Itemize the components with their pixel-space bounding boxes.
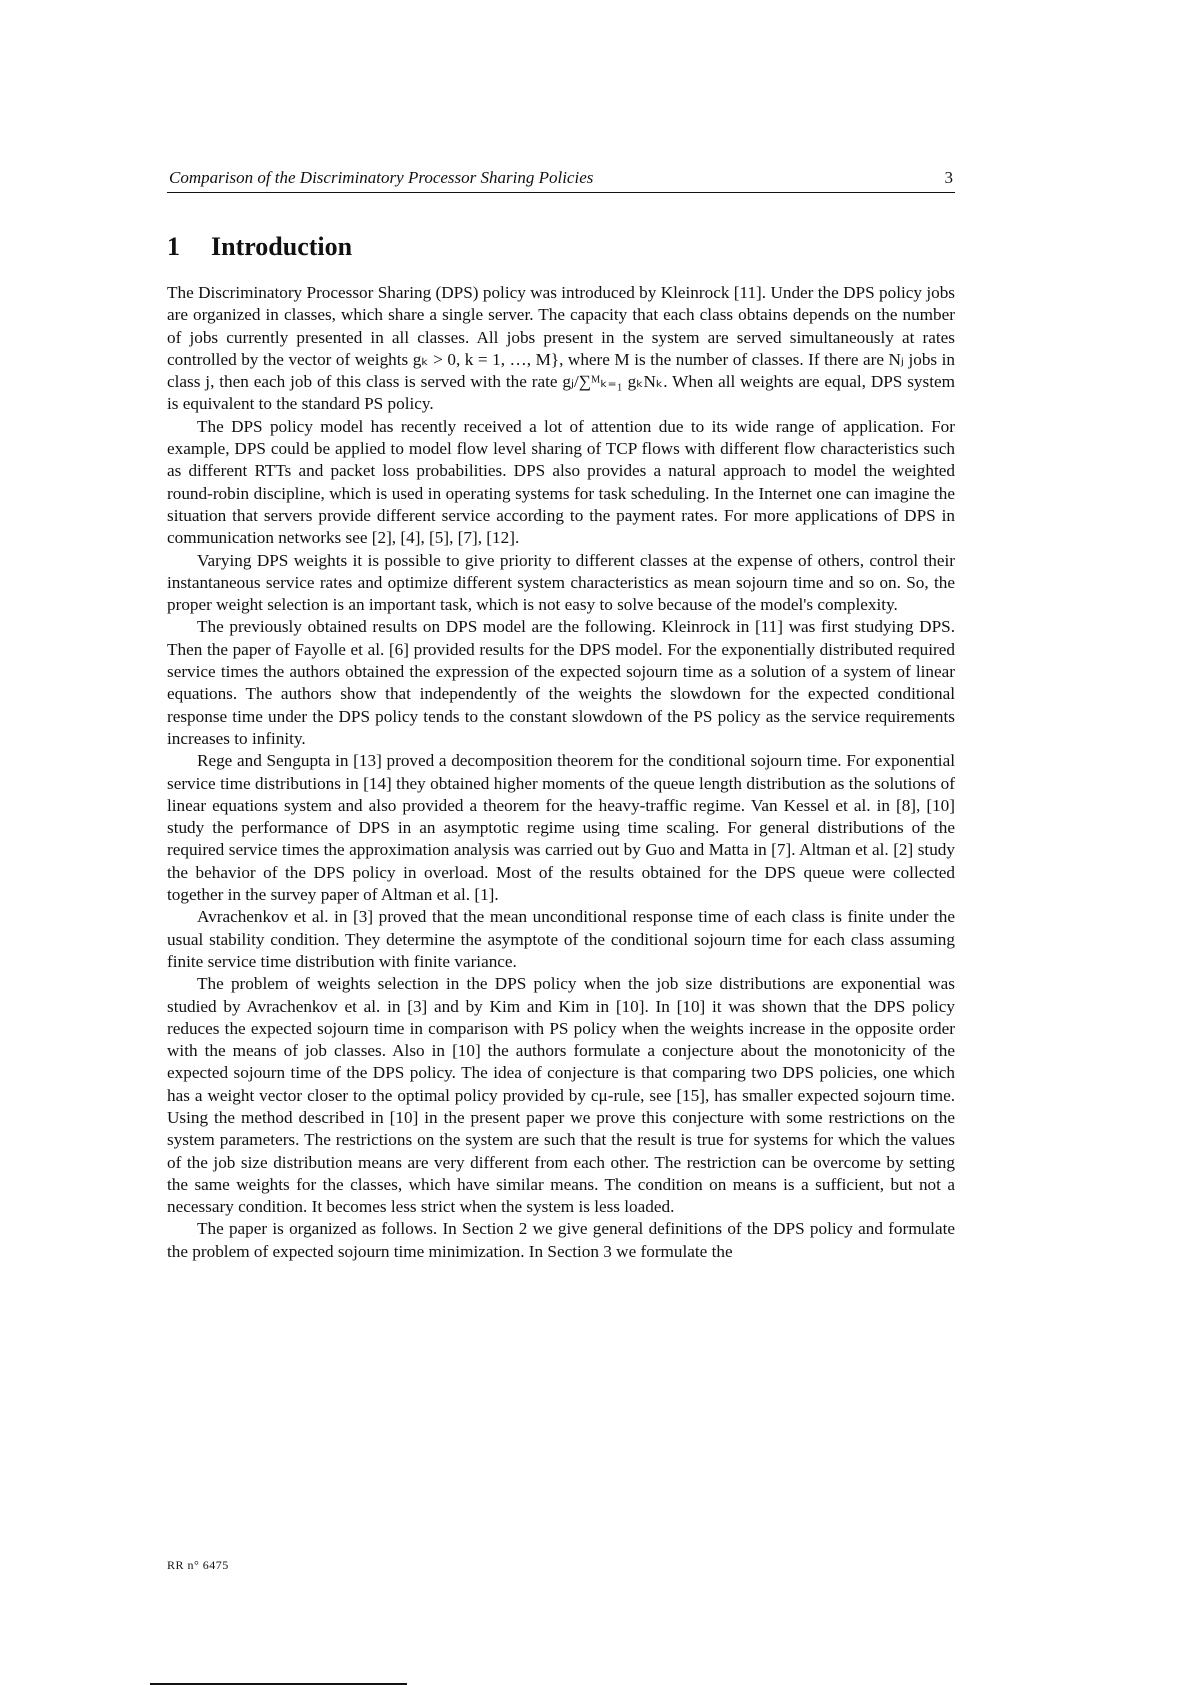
paragraph: The Discriminatory Processor Sharing (DPS) policy was introduced by Kleinrock [11]. Under the DPS policy jobs are organized in classes, which share a single server. The capacity that each class obtains depends on the number of jobs currently presented in all classes. All jobs present in the system are served simultaneously at rates controlled by the vector of weights gₖ > 0, k = 1, …, M}, where M is the number of classes. If there are Nⱼ jobs in class j, then each job of this class is served with the rate gⱼ/∑ᴹₖ₌₁ gₖNₖ. When all weights are equal, DPS system is equivalent to the standard PS policy. (167, 283, 955, 414)
paragraph: Avrachenkov et al. in [3] proved that the mean unconditional response time of each class is finite under the usual stability condition. They determine the asymptote of the conditional sojourn time for each class assuming finite service time distribution with finite variance. (167, 907, 955, 971)
report-number: RR n° 6475 (167, 1558, 229, 1572)
paragraph: The previously obtained results on DPS model are the following. Kleinrock in [11] was first studying DPS. Then the paper of Fayolle et al. [6] provided results for the DPS model. For the exponentially distributed required service times the authors obtained the expression of the expected sojourn time as a solution of a system of linear equations. The authors show that independently of the weights the slowdown for the expected conditional response time under the DPS policy tends to the constant slowdown of the PS policy as the service requirements increases to infinity. (167, 617, 955, 748)
paragraph: Varying DPS weights it is possible to give priority to different classes at the expense of others, control their instantaneous service rates and optimize different system characteristics as mean sojourn time and so on. So, the proper weight selection is an important task, which is not easy to solve because of the model's complexity. (167, 550, 955, 615)
body-text (167, 282, 955, 1263)
page-number: 3 (944, 168, 953, 187)
paragraph: Rege and Sengupta in [13] proved a decomposition theorem for the conditional sojourn time. For exponential service time distributions in [14] they obtained higher moments of the queue length distribution as the solutions of linear equations system and also provided a theorem for the heavy-traffic regime. Van Kessel et al. in [8], [10] study the performance of DPS in an asymptotic regime using time scaling. For general distributions of the required service times the approximation analysis was carried out by Guo and Matta in [7]. Altman et al. [2] study the behavior of the DPS policy in overload. Most of the results obtained for the DPS queue were collected together in the survey paper of Altman et al. [1]. (167, 751, 955, 905)
paragraph: The paper is organized as follows. In Section 2 we give general definitions of the DPS policy and formulate the problem of expected sojourn time minimization. In Section 3 we formulate the (167, 1219, 955, 1261)
running-header (167, 166, 955, 193)
running-title: Comparison of the Discriminatory Processor Sharing Policies (169, 168, 594, 187)
section-title: Introduction (211, 232, 353, 261)
paragraph: The problem of weights selection in the DPS policy when the job size distributions are exponential was studied by Avrachenkov et al. in [3] and by Kim and Kim in [10]. In [10] it was shown that the DPS policy reduces the expected sojourn time in comparison with PS policy when the weights increase in the opposite order with the means of job classes. Also in [10] the authors formulate a conjecture about the monotonicity of the expected sojourn time of the DPS policy. The idea of conjecture is that comparing two DPS policies, one which has a weight vector closer to the optimal policy provided by cμ-rule, see [15], has smaller expected sojourn time. Using the method described in [10] in the present paper we prove this conjecture with some restrictions on the system parameters. The restrictions on the system are such that the result is true for systems for which the values of the job size distribution means are very different from each other. The restriction can be overcome by setting the same weights for the classes, which have similar means. The condition on means is a sufficient, but not a necessary condition. It becomes less strict when the system is less loaded. (167, 974, 955, 1217)
section-number: 1 (167, 232, 180, 261)
section-heading (167, 232, 352, 262)
paragraph: The DPS policy model has recently received a lot of attention due to its wide range of application. For example, DPS could be applied to model flow level sharing of TCP flows with different flow characteristics such as different RTTs and packet loss probabilities. DPS also provides a natural approach to model the weighted round-robin discipline, which is used in operating systems for task scheduling. In the Internet one can imagine the situation that servers provide different service according to the payment rates. For more applications of DPS in communication networks see [2], [4], [5], [7], [12]. (167, 416, 955, 548)
